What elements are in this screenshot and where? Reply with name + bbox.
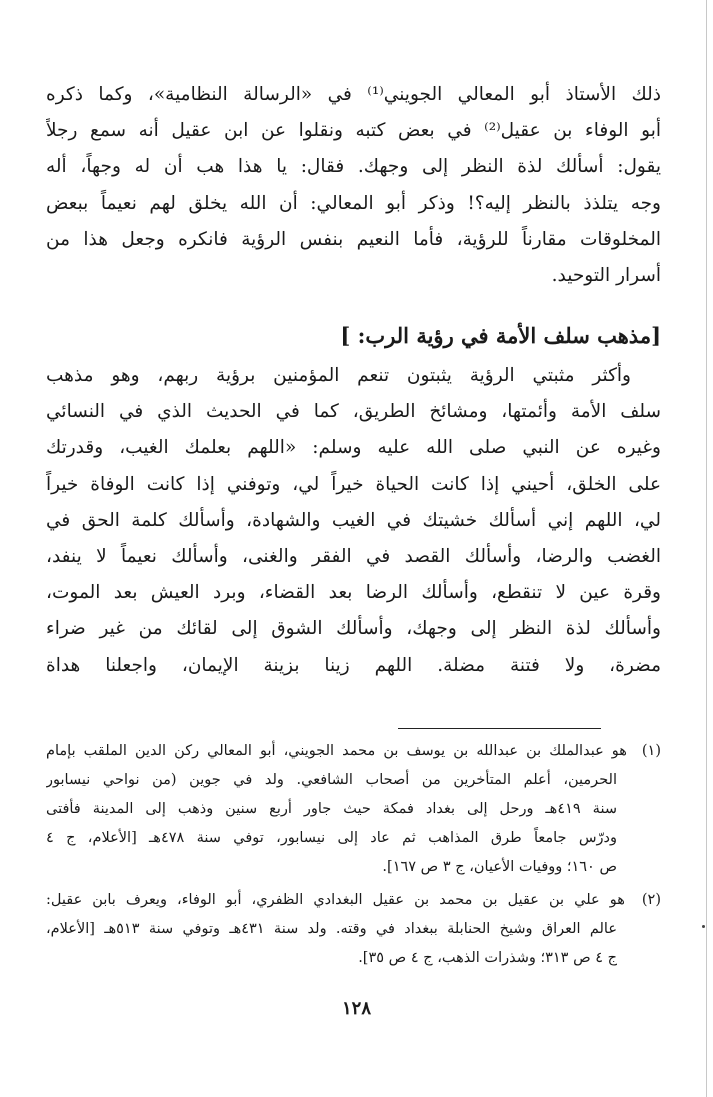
text-line: على الخلق، أحيني إذا كانت الحياة خيراً لي، وتوفني إذا كانت الوفاة خيراً xyxy=(46,473,661,495)
footnote-number: (١) xyxy=(641,743,661,759)
text-line: وجه يتلذذ بالنظر إليه؟! وذكر أبو المعالي: أن الله يخلق لهم نعيماً ببعض xyxy=(46,192,661,214)
section-heading: [مذهب سلف الأمة في رؤية الرب: ] xyxy=(340,323,661,348)
text-line: يقول: أسألك لذة النظر إلى وجهك. فقال: يا هذا هب أن له وجهاً، أله xyxy=(46,156,661,178)
footnote-line: ج ٤ ص ٣١٣؛ وشذرات الذهب، ج ٤ ص ٣٥]. xyxy=(358,950,617,966)
paragraph-2 xyxy=(46,358,661,684)
scan-edge-line xyxy=(706,0,707,1097)
text-line: أبو الوفاء بن عقيل⁽²⁾ في بعض كتبه ونقلوا عن ابن عقيل أنه سمع رجلاً xyxy=(46,120,661,142)
footnote-2 xyxy=(46,886,661,973)
footnote-line: ودرّس جامعاً طرق المذاهب ثم عاد إلى نيسابور، توفي سنة ٤٧٨هـ [الأعلام، ج ٤ xyxy=(46,830,617,846)
footnote-line xyxy=(46,886,661,915)
footnote-line: ص ١٦٠؛ ووفيات الأعيان، ج ٣ ص ١٦٧]. xyxy=(382,859,617,875)
footnote-text: هو عبدالملك بن عبدالله بن يوسف بن محمد الجويني، أبو المعالي ركن الدين الملقب بإمام xyxy=(46,743,627,759)
text-line: ذلك الأستاذ أبو المعالي الجويني⁽¹⁾ في «الرسالة النظامية»، وكما ذكره xyxy=(46,84,661,105)
text-line: وغيره عن النبي صلى الله عليه وسلم: «اللهم بعلمك الغيب، وقدرتك xyxy=(46,437,661,459)
margin-mark xyxy=(702,925,705,928)
text-line: سلف الأمة وأئمتها، ومشائخ الطريق، كما في الحديث الذي في النسائي xyxy=(46,401,661,423)
footnote-line: سنة ٤١٩هـ ورحل إلى بغداد فمكة حيث جاور أربع سنين وذهب إلى المدينة فأفتى xyxy=(46,801,617,817)
text-line: مضرة، ولا فتنة مضلة. اللهم زينا بزينة الإيمان، واجعلنا هداة xyxy=(46,654,661,676)
footnote-number: (٢) xyxy=(641,892,661,908)
footnote-1 xyxy=(46,737,661,882)
paragraph-1 xyxy=(46,77,661,294)
footnote-line xyxy=(46,737,661,766)
text-line: الغضب والرضا، وأسألك القصد في الفقر والغنى، وأسألك نعيماً لا ينفد، xyxy=(46,545,661,567)
footnote-divider xyxy=(398,728,601,729)
text-line: وأكثر مثبتي الرؤية يثبتون تنعم المؤمنين برؤية ربهم، وهو مذهب xyxy=(46,365,631,386)
text-line: لي، اللهم إني أسألك خشيتك في الغيب والشهادة، وأسألك كلمة الحق في xyxy=(46,509,661,531)
footnote-line: عالم العراق وشيخ الحنابلة ببغداد في وقته. ولد سنة ٤٣١هـ وتوفي سنة ٥١٣هـ [الأعلام، xyxy=(46,921,618,937)
footnote-text: هو علي بن عقيل بن محمد بن عقيل البغدادي الظفري، أبو الوفاء، ويعرف بابن عقيل: xyxy=(46,892,625,908)
text-line: أسرار التوحيد. xyxy=(551,264,661,286)
page-number: ١٢٨ xyxy=(341,998,371,1019)
text-line: وقرة عين لا تنقطع، وأسألك الرضا بعد القضاء، وبرد العيش بعد الموت، xyxy=(46,582,661,604)
text-line: وأسألك لذة النظر إلى وجهك، وأسألك الشوق إلى لقائك من غير ضراء xyxy=(46,618,661,640)
text-line: المخلوقات مقارناً للرؤية، فأما النعيم بنفس الرؤية فانكره وجعل هذا من xyxy=(46,228,661,250)
footnote-line: الحرمين، أعلم المتأخرين من أصحاب الشافعي. ولد في جوين (من نواحي نيسابور xyxy=(46,772,617,788)
